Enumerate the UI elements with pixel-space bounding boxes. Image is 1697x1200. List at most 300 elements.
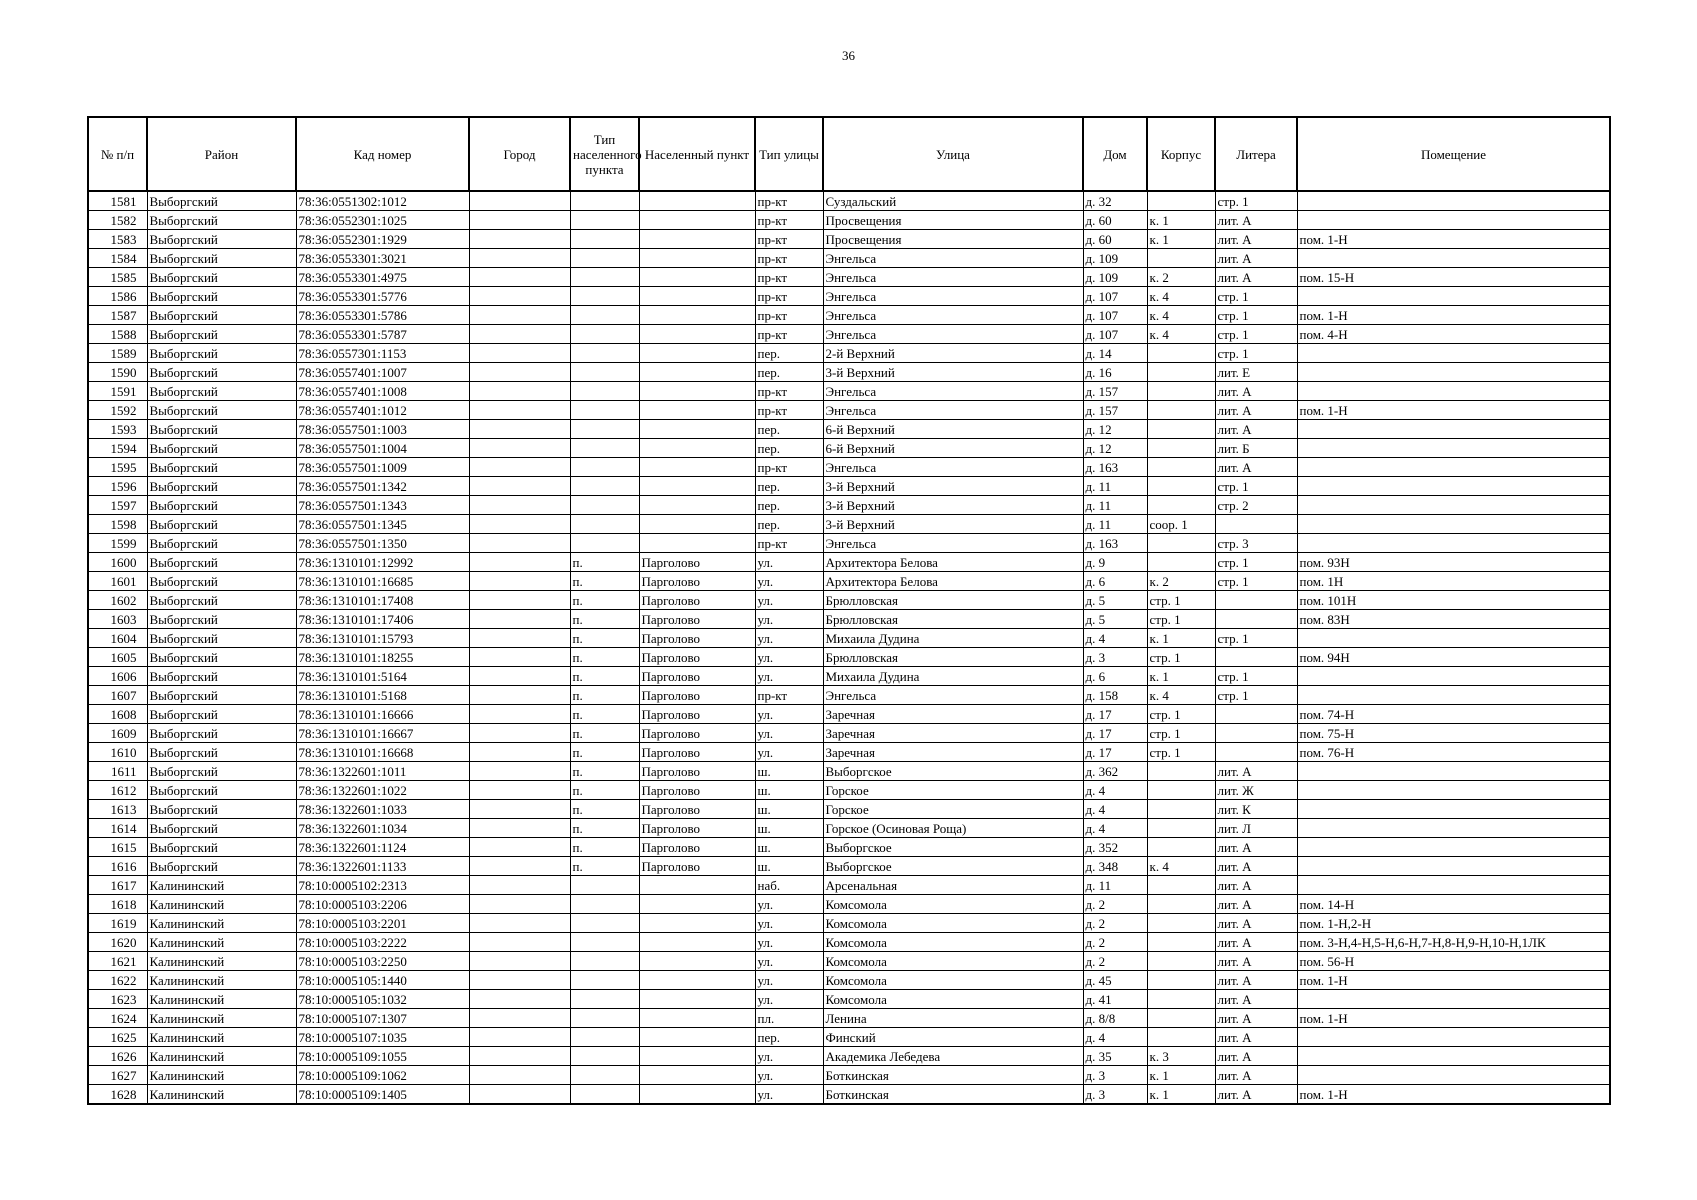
- cell-number: 1586: [88, 287, 147, 306]
- cell-premises: пом. 1Н: [1297, 572, 1610, 591]
- cell-city: [469, 686, 570, 705]
- cell-district: Выборгский: [147, 819, 296, 838]
- cell-number: 1604: [88, 629, 147, 648]
- cell-settlement-type: п.: [570, 800, 639, 819]
- cell-premises: [1297, 515, 1610, 534]
- cell-city: [469, 1028, 570, 1047]
- cell-premises: [1297, 211, 1610, 230]
- cell-street: Просвещения: [823, 211, 1083, 230]
- table-row: [88, 667, 1610, 686]
- cell-settlement: Парголово: [639, 857, 755, 876]
- cell-cadastral-number: 78:36:0553301:5776: [296, 287, 469, 306]
- cell-street: Академика Лебедева: [823, 1047, 1083, 1066]
- cell-premises: [1297, 477, 1610, 496]
- cell-house: д. 107: [1083, 287, 1147, 306]
- cell-street: Брюлловская: [823, 648, 1083, 667]
- cell-premises: [1297, 819, 1610, 838]
- cell-district: Калининский: [147, 1028, 296, 1047]
- cell-number: 1594: [88, 439, 147, 458]
- table-row: [88, 1085, 1610, 1105]
- cell-house: д. 109: [1083, 249, 1147, 268]
- cell-street-type: ш.: [755, 819, 823, 838]
- col-header-house: Дом: [1083, 117, 1147, 191]
- cell-settlement: [639, 306, 755, 325]
- table-row: [88, 230, 1610, 249]
- cell-premises: [1297, 534, 1610, 553]
- cell-building: [1147, 990, 1215, 1009]
- cell-city: [469, 819, 570, 838]
- cell-letter: стр. 1: [1215, 686, 1297, 705]
- col-header-city: Город: [469, 117, 570, 191]
- cell-settlement-type: п.: [570, 743, 639, 762]
- cell-street-type: пр-кт: [755, 211, 823, 230]
- cell-cadastral-number: 78:10:0005105:1032: [296, 990, 469, 1009]
- cell-street-type: ул.: [755, 648, 823, 667]
- cell-street-type: ш.: [755, 857, 823, 876]
- col-header-street: Улица: [823, 117, 1083, 191]
- cell-city: [469, 1066, 570, 1085]
- cell-cadastral-number: 78:36:0557501:1345: [296, 515, 469, 534]
- table-row: [88, 1066, 1610, 1085]
- cell-settlement: [639, 1047, 755, 1066]
- cell-building: стр. 1: [1147, 743, 1215, 762]
- cell-premises: [1297, 420, 1610, 439]
- page-number: 36: [842, 48, 855, 63]
- cell-settlement: [639, 191, 755, 211]
- cell-letter: лит. А: [1215, 401, 1297, 420]
- cell-number: 1618: [88, 895, 147, 914]
- cell-number: 1622: [88, 971, 147, 990]
- cell-premises: [1297, 363, 1610, 382]
- cell-district: Выборгский: [147, 572, 296, 591]
- cell-premises: [1297, 876, 1610, 895]
- cell-street-type: пер.: [755, 515, 823, 534]
- cell-building: [1147, 781, 1215, 800]
- table-row: [88, 629, 1610, 648]
- cell-letter: лит. А: [1215, 838, 1297, 857]
- cell-district: Выборгский: [147, 211, 296, 230]
- cell-settlement-type: [570, 363, 639, 382]
- cell-cadastral-number: 78:36:0557501:1342: [296, 477, 469, 496]
- cell-number: 1595: [88, 458, 147, 477]
- cell-building: [1147, 401, 1215, 420]
- cell-building: к. 1: [1147, 667, 1215, 686]
- cell-premises: [1297, 686, 1610, 705]
- table-row: [88, 534, 1610, 553]
- cell-cadastral-number: 78:36:1310101:16668: [296, 743, 469, 762]
- table-row: [88, 857, 1610, 876]
- cell-building: к. 4: [1147, 857, 1215, 876]
- cell-city: [469, 629, 570, 648]
- cell-house: д. 3: [1083, 1066, 1147, 1085]
- cell-number: 1624: [88, 1009, 147, 1028]
- cell-settlement-type: [570, 933, 639, 952]
- cell-letter: стр. 1: [1215, 287, 1297, 306]
- cell-cadastral-number: 78:36:1322601:1124: [296, 838, 469, 857]
- cell-building: [1147, 477, 1215, 496]
- cell-district: Выборгский: [147, 667, 296, 686]
- cell-house: д. 6: [1083, 572, 1147, 591]
- cell-settlement: Парголово: [639, 591, 755, 610]
- cell-street-type: ул.: [755, 610, 823, 629]
- cell-number: 1591: [88, 382, 147, 401]
- cell-letter: лит. А: [1215, 1047, 1297, 1066]
- cell-number: 1605: [88, 648, 147, 667]
- cell-building: [1147, 971, 1215, 990]
- table-row: [88, 895, 1610, 914]
- cell-street: Горское (Осиновая Роща): [823, 819, 1083, 838]
- table-row: [88, 762, 1610, 781]
- cell-settlement: [639, 458, 755, 477]
- cell-premises: [1297, 667, 1610, 686]
- cell-premises: пом. 76-Н: [1297, 743, 1610, 762]
- cell-letter: стр. 1: [1215, 191, 1297, 211]
- cell-street: Комсомола: [823, 914, 1083, 933]
- cell-cadastral-number: 78:36:0552301:1929: [296, 230, 469, 249]
- cell-street: Энгельса: [823, 325, 1083, 344]
- cell-building: [1147, 249, 1215, 268]
- cell-building: [1147, 895, 1215, 914]
- cell-number: 1600: [88, 553, 147, 572]
- cell-street-type: ул.: [755, 1066, 823, 1085]
- cell-street: 3-й Верхний: [823, 363, 1083, 382]
- cell-district: Калининский: [147, 895, 296, 914]
- table-row: [88, 420, 1610, 439]
- cell-district: Выборгский: [147, 249, 296, 268]
- cell-street: 6-й Верхний: [823, 420, 1083, 439]
- cell-cadastral-number: 78:10:0005105:1440: [296, 971, 469, 990]
- cell-city: [469, 705, 570, 724]
- cell-street-type: ул.: [755, 572, 823, 591]
- cell-letter: лит. А: [1215, 1009, 1297, 1028]
- cell-building: к. 1: [1147, 230, 1215, 249]
- cell-cadastral-number: 78:10:0005109:1055: [296, 1047, 469, 1066]
- cell-street: Энгельса: [823, 287, 1083, 306]
- cell-city: [469, 496, 570, 515]
- cell-house: д. 4: [1083, 1028, 1147, 1047]
- table-row: [88, 838, 1610, 857]
- cell-letter: стр. 3: [1215, 534, 1297, 553]
- cell-street: Заречная: [823, 724, 1083, 743]
- cell-street: Энгельса: [823, 401, 1083, 420]
- cell-house: д. 17: [1083, 724, 1147, 743]
- cell-street-type: пр-кт: [755, 534, 823, 553]
- cell-number: 1620: [88, 933, 147, 952]
- cell-number: 1628: [88, 1085, 147, 1105]
- cell-premises: [1297, 800, 1610, 819]
- cell-settlement: [639, 990, 755, 1009]
- cell-cadastral-number: 78:36:1310101:12992: [296, 553, 469, 572]
- cell-district: Выборгский: [147, 629, 296, 648]
- table-row: [88, 914, 1610, 933]
- cell-building: [1147, 952, 1215, 971]
- cell-settlement-type: [570, 496, 639, 515]
- cell-number: 1596: [88, 477, 147, 496]
- cell-number: 1584: [88, 249, 147, 268]
- cell-settlement: [639, 401, 755, 420]
- cell-settlement-type: п.: [570, 648, 639, 667]
- cell-house: д. 12: [1083, 439, 1147, 458]
- cell-number: 1616: [88, 857, 147, 876]
- table-row: [88, 990, 1610, 1009]
- cell-letter: лит. Е: [1215, 363, 1297, 382]
- cell-street: Суздальский: [823, 191, 1083, 211]
- table-row: [88, 344, 1610, 363]
- cell-letter: лит. А: [1215, 933, 1297, 952]
- cell-city: [469, 230, 570, 249]
- cell-city: [469, 306, 570, 325]
- cell-cadastral-number: 78:36:0557501:1343: [296, 496, 469, 515]
- cell-street: 6-й Верхний: [823, 439, 1083, 458]
- cell-district: Выборгский: [147, 496, 296, 515]
- cell-street-type: ул.: [755, 1047, 823, 1066]
- cell-settlement-type: [570, 420, 639, 439]
- cell-district: Калининский: [147, 1085, 296, 1105]
- cell-cadastral-number: 78:10:0005107:1035: [296, 1028, 469, 1047]
- cell-settlement: [639, 895, 755, 914]
- cell-letter: лит. А: [1215, 211, 1297, 230]
- cell-city: [469, 363, 570, 382]
- cell-number: 1615: [88, 838, 147, 857]
- cell-cadastral-number: 78:36:0551302:1012: [296, 191, 469, 211]
- cell-settlement: [639, 534, 755, 553]
- cell-city: [469, 211, 570, 230]
- cell-street-type: пр-кт: [755, 287, 823, 306]
- cell-cadastral-number: 78:10:0005109:1405: [296, 1085, 469, 1105]
- cell-house: д. 5: [1083, 591, 1147, 610]
- cell-settlement: Парголово: [639, 610, 755, 629]
- cell-premises: пом. 1-Н: [1297, 1009, 1610, 1028]
- cell-street: Архитектора Белова: [823, 553, 1083, 572]
- cell-house: д. 14: [1083, 344, 1147, 363]
- cell-premises: пом. 4-Н: [1297, 325, 1610, 344]
- cell-building: [1147, 534, 1215, 553]
- cell-street: Заречная: [823, 705, 1083, 724]
- cell-settlement-type: п.: [570, 591, 639, 610]
- cell-building: к. 4: [1147, 325, 1215, 344]
- cell-city: [469, 667, 570, 686]
- col-header-street-type: Тип улицы: [755, 117, 823, 191]
- cell-district: Выборгский: [147, 382, 296, 401]
- table-row: [88, 591, 1610, 610]
- cell-street-type: пер.: [755, 420, 823, 439]
- cell-settlement: [639, 1066, 755, 1085]
- cell-city: [469, 971, 570, 990]
- cell-house: д. 17: [1083, 705, 1147, 724]
- cell-street-type: ул.: [755, 667, 823, 686]
- cell-premises: пом. 1-Н: [1297, 1085, 1610, 1105]
- cell-settlement: [639, 211, 755, 230]
- cell-street: Михаила Дудина: [823, 629, 1083, 648]
- cell-city: [469, 781, 570, 800]
- cell-street: Боткинская: [823, 1085, 1083, 1105]
- cell-letter: лит. Л: [1215, 819, 1297, 838]
- cell-cadastral-number: 78:10:0005102:2313: [296, 876, 469, 895]
- cell-settlement-type: [570, 325, 639, 344]
- cell-settlement-type: п.: [570, 705, 639, 724]
- cell-street: 3-й Верхний: [823, 496, 1083, 515]
- cell-city: [469, 420, 570, 439]
- cell-cadastral-number: 78:36:0552301:1025: [296, 211, 469, 230]
- cell-house: д. 17: [1083, 743, 1147, 762]
- cell-district: Выборгский: [147, 401, 296, 420]
- cell-street: Энгельса: [823, 534, 1083, 553]
- cell-house: д. 2: [1083, 933, 1147, 952]
- cell-city: [469, 914, 570, 933]
- cell-cadastral-number: 78:36:1322601:1022: [296, 781, 469, 800]
- cell-city: [469, 382, 570, 401]
- cell-city: [469, 249, 570, 268]
- cell-number: 1585: [88, 268, 147, 287]
- cell-street-type: пер.: [755, 477, 823, 496]
- cell-street-type: пр-кт: [755, 249, 823, 268]
- cell-building: [1147, 933, 1215, 952]
- cell-city: [469, 724, 570, 743]
- cell-building: [1147, 458, 1215, 477]
- cell-settlement-type: [570, 477, 639, 496]
- cell-house: д. 4: [1083, 781, 1147, 800]
- cell-premises: [1297, 629, 1610, 648]
- cell-house: д. 2: [1083, 895, 1147, 914]
- cell-city: [469, 743, 570, 762]
- cell-building: к. 1: [1147, 211, 1215, 230]
- cell-building: [1147, 914, 1215, 933]
- cell-house: д. 362: [1083, 762, 1147, 781]
- cell-letter: лит. А: [1215, 249, 1297, 268]
- cell-street: Комсомола: [823, 952, 1083, 971]
- cell-settlement: [639, 515, 755, 534]
- cell-district: Выборгский: [147, 857, 296, 876]
- cell-street-type: ул.: [755, 990, 823, 1009]
- cell-district: Калининский: [147, 1047, 296, 1066]
- cell-building: к. 3: [1147, 1047, 1215, 1066]
- cell-letter: стр. 1: [1215, 325, 1297, 344]
- cell-number: 1626: [88, 1047, 147, 1066]
- cell-house: д. 12: [1083, 420, 1147, 439]
- table-row: [88, 743, 1610, 762]
- cell-settlement-type: [570, 895, 639, 914]
- cell-settlement-type: [570, 876, 639, 895]
- cell-letter: лит. Б: [1215, 439, 1297, 458]
- table-row: [88, 1047, 1610, 1066]
- cell-house: д. 9: [1083, 553, 1147, 572]
- cell-number: 1609: [88, 724, 147, 743]
- cell-settlement: Парголово: [639, 648, 755, 667]
- cell-settlement: Парголово: [639, 553, 755, 572]
- cell-street-type: ул.: [755, 933, 823, 952]
- cell-settlement-type: п.: [570, 781, 639, 800]
- cell-district: Выборгский: [147, 344, 296, 363]
- cell-building: к. 4: [1147, 306, 1215, 325]
- table-row: [88, 572, 1610, 591]
- cell-premises: пом. 1-Н: [1297, 401, 1610, 420]
- cell-settlement-type: п.: [570, 724, 639, 743]
- cell-street: 2-й Верхний: [823, 344, 1083, 363]
- cell-city: [469, 268, 570, 287]
- cell-cadastral-number: 78:10:0005103:2206: [296, 895, 469, 914]
- cell-district: Выборгский: [147, 553, 296, 572]
- cell-street: Брюлловская: [823, 591, 1083, 610]
- cell-settlement: Парголово: [639, 781, 755, 800]
- table-row: [88, 686, 1610, 705]
- cell-street-type: пр-кт: [755, 268, 823, 287]
- cell-cadastral-number: 78:36:1322601:1011: [296, 762, 469, 781]
- cell-cadastral-number: 78:36:1322601:1133: [296, 857, 469, 876]
- table-row: [88, 249, 1610, 268]
- cell-street-type: пр-кт: [755, 686, 823, 705]
- cell-cadastral-number: 78:36:1322601:1033: [296, 800, 469, 819]
- cell-house: д. 3: [1083, 648, 1147, 667]
- cell-street: Горское: [823, 800, 1083, 819]
- table-row: [88, 477, 1610, 496]
- cell-street-type: пер.: [755, 439, 823, 458]
- cell-district: Калининский: [147, 990, 296, 1009]
- cell-premises: пом. 74-Н: [1297, 705, 1610, 724]
- cell-district: Выборгский: [147, 648, 296, 667]
- cell-district: Выборгский: [147, 477, 296, 496]
- cell-number: 1613: [88, 800, 147, 819]
- cell-settlement-type: [570, 401, 639, 420]
- cell-letter: [1215, 705, 1297, 724]
- cell-district: Выборгский: [147, 534, 296, 553]
- cell-number: 1589: [88, 344, 147, 363]
- cell-district: Выборгский: [147, 287, 296, 306]
- cell-house: д. 2: [1083, 952, 1147, 971]
- cell-premises: пом. 93Н: [1297, 553, 1610, 572]
- cell-letter: лит. Ж: [1215, 781, 1297, 800]
- cell-street: Горское: [823, 781, 1083, 800]
- table-row: [88, 268, 1610, 287]
- cell-city: [469, 401, 570, 420]
- cell-premises: пом. 3-Н,4-Н,5-Н,6-Н,7-Н,8-Н,9-Н,10-Н,1ЛК: [1297, 933, 1610, 952]
- cell-city: [469, 287, 570, 306]
- cell-building: [1147, 876, 1215, 895]
- table-row: [88, 553, 1610, 572]
- cell-letter: [1215, 515, 1297, 534]
- cell-number: 1617: [88, 876, 147, 895]
- cell-cadastral-number: 78:36:1310101:16666: [296, 705, 469, 724]
- col-header-building: Корпус: [1147, 117, 1215, 191]
- cell-house: д. 4: [1083, 800, 1147, 819]
- cell-street: Выборгское: [823, 857, 1083, 876]
- cell-settlement-type: [570, 1066, 639, 1085]
- cell-premises: пом. 1-Н: [1297, 230, 1610, 249]
- cell-city: [469, 591, 570, 610]
- cell-letter: лит. А: [1215, 458, 1297, 477]
- table-row: [88, 363, 1610, 382]
- cell-building: к. 4: [1147, 287, 1215, 306]
- cell-settlement: [639, 914, 755, 933]
- cell-street-type: пр-кт: [755, 230, 823, 249]
- cell-settlement: [639, 952, 755, 971]
- cell-house: д. 11: [1083, 515, 1147, 534]
- cell-street: Брюлловская: [823, 610, 1083, 629]
- cell-settlement-type: [570, 306, 639, 325]
- cell-premises: [1297, 344, 1610, 363]
- table-row: [88, 952, 1610, 971]
- cell-settlement-type: [570, 439, 639, 458]
- cell-district: Выборгский: [147, 268, 296, 287]
- cell-letter: стр. 1: [1215, 667, 1297, 686]
- cell-number: 1582: [88, 211, 147, 230]
- cell-building: [1147, 800, 1215, 819]
- cell-number: 1599: [88, 534, 147, 553]
- cell-number: 1625: [88, 1028, 147, 1047]
- cell-building: стр. 1: [1147, 705, 1215, 724]
- cell-cadastral-number: 78:36:1310101:15793: [296, 629, 469, 648]
- cell-building: стр. 1: [1147, 610, 1215, 629]
- cell-city: [469, 515, 570, 534]
